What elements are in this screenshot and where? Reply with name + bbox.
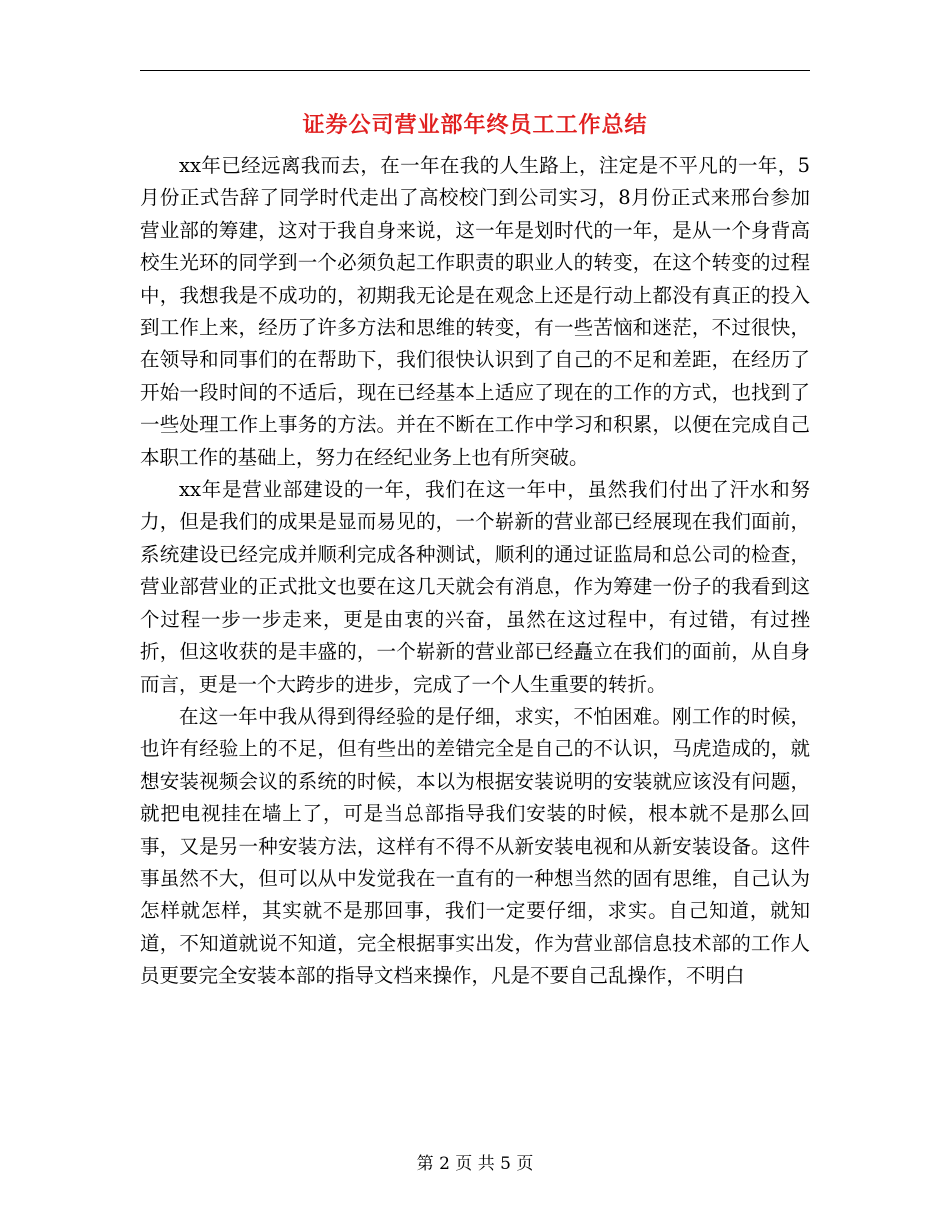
document-body <box>140 150 810 993</box>
paragraph-2: xx年是营业部建设的一年，我们在这一年中，虽然我们付出了汗水和努力，但是我们的成果是显而易见的，一个崭新的营业部已经展现在我们面前，系统建设已经完成并顺利完成各种测试，顺利的通过证监局和总公司的检查，营业部营业的正式批文也要在这几天就会有消息，作为筹建一份子的我看到这个过程一步一步走来，更是由衷的兴奋，虽然在这过程中，有过错，有过挫折，但这收获的是丰盛的，一个崭新的营业部已经矗立在我们的面前，从自身而言，更是一个大跨步的进步，完成了一个人生重要的转折。 <box>140 478 810 696</box>
paragraph-1: xx年已经远离我而去，在一年在我的人生路上，注定是不平凡的一年，5月份正式告辞了同学时代走出了高校校门到公司实习，8月份正式来邢台参加营业部的筹建，这对于我自身来说，这一年是划时代的一年，是从一个身背高校生光环的同学到一个必须负起工作职责的职业人的转变，在这个转变的过程中，我想我是不成功的，初期我无论是在观念上还是行动上都没有真正的投入到工作上来，经历了许多方法和思维的转变，有一些苦恼和迷茫，不过很快，在领导和同事们的在帮助下，我们很快认识到了自己的不足和差距，在经历了开始一段时间的不适后，现在已经基本上适应了现在的工作的方式，也找到了一些处理工作上事务的方法。并在不断在工作中学习和积累，以便在完成自己本职工作的基础上，努力在经纪业务上也有所突破。 <box>140 154 810 469</box>
header-rule <box>140 70 810 71</box>
document-title: 证券公司营业部年终员工工作总结 <box>302 112 648 138</box>
page-number-footer: 第 2 页 共 5 页 <box>416 1154 534 1174</box>
paragraph-3: 在这一年中我从得到得经验的是仔细，求实，不怕困难。刚工作的时候，也许有经验上的不足，但有些出的差错完全是自己的不认识，马虎造成的，就想安装视频会议的系统的时候，本以为根据安装说明的安装就应该没有问题，就把电视挂在墙上了，可是当总部指导我们安装的时候，根本就不是那么回事，又是另一种安装方法，这样有不得不从新安装电视和从新安装设备。这件事虽然不大，但可以从中发觉我在一直有的一种想当然的固有思维，自己认为怎样就怎样，其实就不是那回事，我们一定要仔细，求实。自己知道，就知道，不知道就说不知道，完全根据事实出发，作为营业部信息技术部的工作人员更要完全安装本部的指导文档来操作，凡是不要自己乱操作，不明白 <box>140 704 810 988</box>
